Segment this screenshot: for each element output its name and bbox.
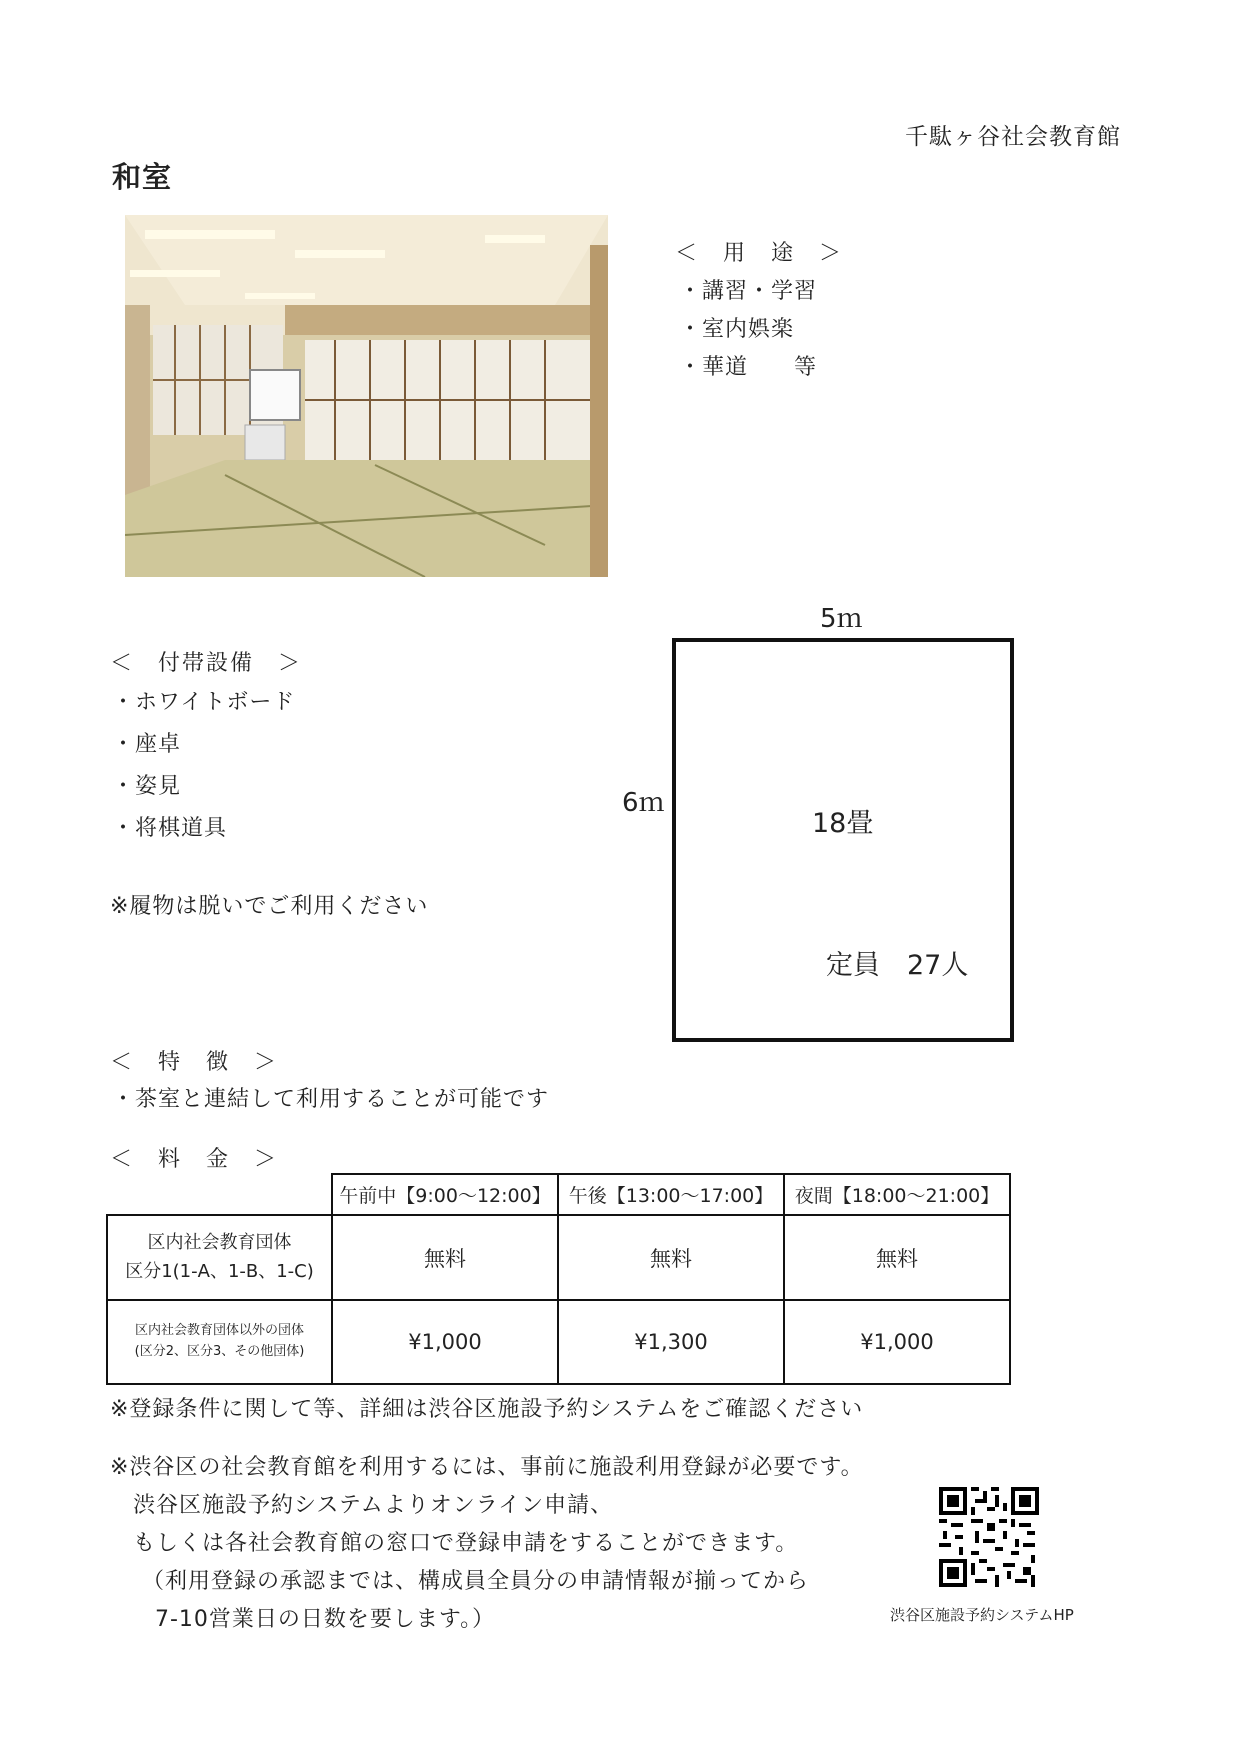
purpose-item: ・室内娯楽 (679, 317, 795, 342)
fee-cell: ¥1,000 (332, 1300, 558, 1384)
fee-column-evening: 夜間【18:00～21:00】 (784, 1174, 1010, 1215)
tatami-count: 18畳 (812, 808, 874, 839)
note-registration-details: ※登録条件に関して等、詳細は渋谷区施設予約システムをご確認ください (110, 1397, 864, 1422)
equipment-item: ・将棋道具 (112, 816, 228, 841)
fee-cell: 無料 (784, 1215, 1010, 1300)
features-heading: ＜ 特 徴 ＞ (110, 1050, 279, 1075)
table-row (107, 1215, 1010, 1300)
purpose-heading: ＜ 用 途 ＞ (675, 241, 844, 266)
fee-row-label-line1: 区内社会教育団体 (147, 1231, 292, 1253)
fee-cell: ¥1,300 (558, 1300, 784, 1384)
fee-row-label (107, 1215, 332, 1300)
note-line: 渋谷区施設予約システムよりオンライン申請、 (133, 1493, 614, 1518)
fee-row-label-line2: 区分1(1-A、1-B、1-C) (125, 1260, 314, 1282)
fee-table-corner (107, 1174, 332, 1215)
note-line: （利用登録の承認までは、構成員全員分の申請情報が揃ってから (142, 1569, 810, 1594)
fee-cell: 無料 (558, 1215, 784, 1300)
fees-heading: ＜ 料 金 ＞ (110, 1147, 279, 1172)
fee-column-morning: 午前中【9:00～12:00】 (332, 1174, 558, 1215)
equipment-item: ・姿見 (112, 774, 182, 799)
floor-plan-width-label: 5ｍ (820, 604, 863, 634)
equipment-item: ・座卓 (112, 732, 182, 757)
fee-row-label (107, 1300, 332, 1384)
note-line: もしくは各社会教育館の窓口で登録申請をすることができます。 (133, 1531, 799, 1556)
fee-cell: 無料 (332, 1215, 558, 1300)
features-item: ・茶室と連結して利用することが可能です (112, 1087, 550, 1112)
table-row (107, 1300, 1010, 1384)
qr-caption: 渋谷区施設予約システムHP (890, 1606, 1074, 1624)
equipment-heading: ＜ 付帯設備 ＞ (110, 651, 303, 676)
fee-row-label-line2: (区分2、区分3、その他団体) (134, 1344, 305, 1359)
fee-table-header-row (107, 1174, 1010, 1215)
purpose-item: ・講習・学習 (679, 279, 818, 304)
fee-row-label-line1: 区内社会教育団体以外の団体 (134, 1323, 304, 1339)
note-line: 7-10営業日の日数を要します。） (155, 1607, 496, 1632)
equipment-item: ・ホワイトボード (112, 690, 296, 715)
floor-plan-depth-label: 6ｍ (622, 788, 665, 818)
note-registration-required: ※渋谷区の社会教育館を利用するには、事前に施設利用登録が必要です。 (110, 1455, 864, 1480)
room-photo (125, 215, 608, 577)
facility-name: 千駄ヶ谷社会教育館 (905, 124, 1121, 150)
fee-cell: ¥1,000 (784, 1300, 1010, 1384)
fee-column-afternoon: 午後【13:00～17:00】 (558, 1174, 784, 1215)
capacity: 定員 27人 (826, 950, 969, 981)
purpose-item: ・華道 等 (679, 355, 818, 380)
footwear-note: ※履物は脱いでご利用ください (110, 894, 429, 919)
qr-code[interactable] (939, 1487, 1039, 1587)
fee-table (106, 1173, 1011, 1385)
page-title: 和室 (112, 160, 173, 194)
